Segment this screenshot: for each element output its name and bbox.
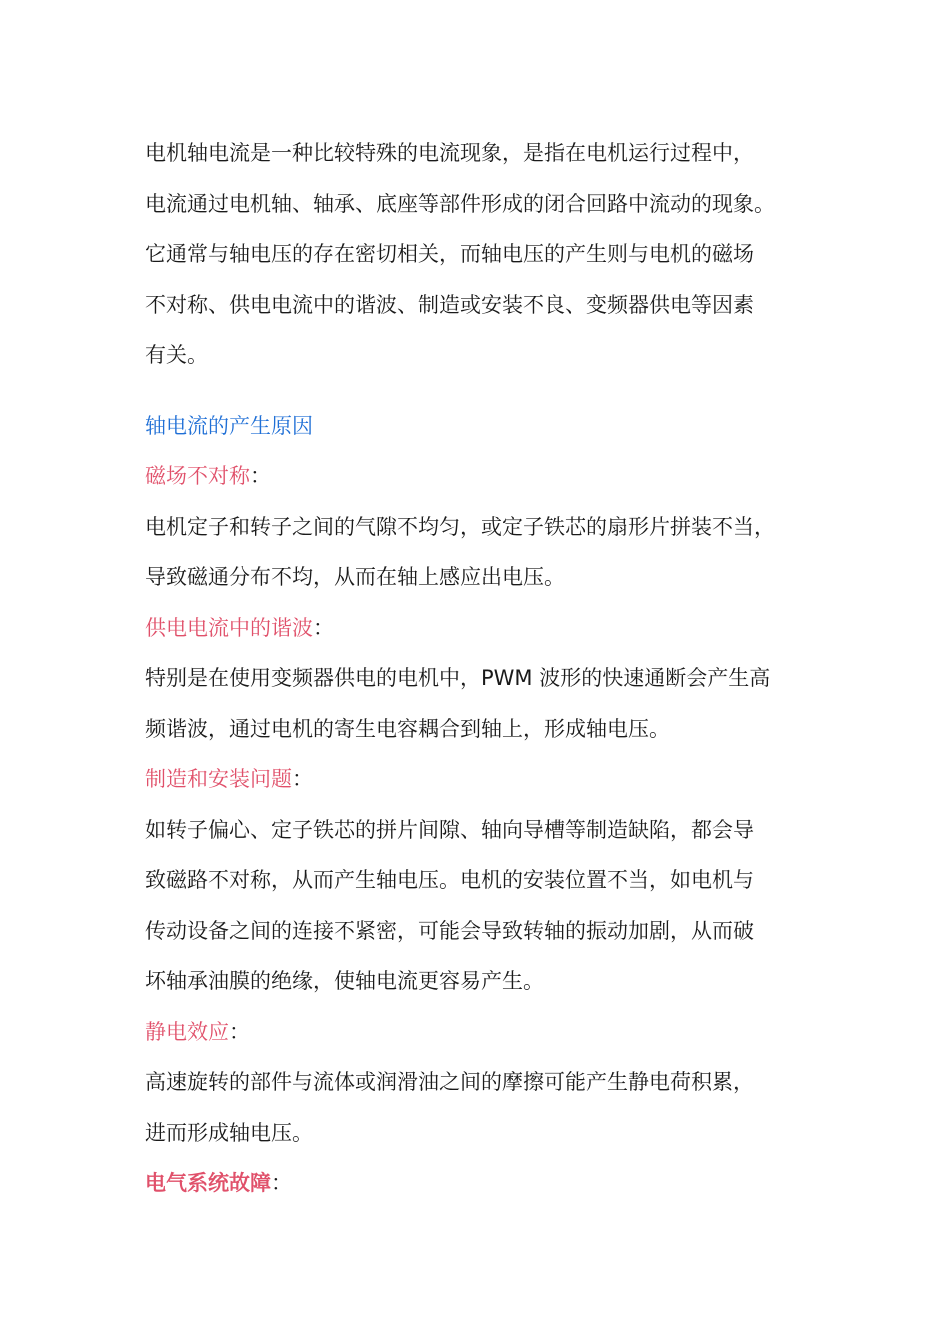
cause-heading-text: 静电效应 bbox=[145, 1019, 229, 1044]
intro-line: 有关。 bbox=[145, 343, 208, 367]
cause-heading-colon: ： bbox=[271, 1171, 292, 1195]
cause-body-line: 传动设备之间的连接不紧密，可能会导致转轴的振动加剧，从而破 bbox=[145, 918, 754, 943]
cause-heading-colon: ： bbox=[250, 464, 271, 488]
intro-line: 它通常与轴电压的存在密切相关，而轴电压的产生则与电机的磁场 bbox=[145, 242, 754, 266]
cause-body-line: 高速旋转的部件与流体或润滑油之间的摩擦可能产生静电荷积累， bbox=[145, 1070, 754, 1094]
cause-heading-text: 电气系统故障 bbox=[145, 1171, 271, 1195]
cause-body-magnetic-asymmetry bbox=[145, 502, 825, 603]
cause-heading-magnetic-asymmetry bbox=[145, 451, 825, 502]
cause-heading-text: 供电电流中的谐波 bbox=[145, 615, 313, 640]
document-page bbox=[145, 128, 825, 1209]
cause-body-static bbox=[145, 1057, 825, 1158]
cause-body-line: 特别是在使用变频器供电的电机中，PWM 波形的快速通断会产生高 bbox=[145, 666, 771, 690]
cause-heading-colon: ： bbox=[229, 1019, 250, 1044]
cause-body-line: 频谐波，通过电机的寄生电容耦合到轴上，形成轴电压。 bbox=[145, 716, 670, 741]
cause-body-line: 如转子偏心、定子铁芯的拼片间隙、轴向导槽等制造缺陷，都会导 bbox=[145, 817, 754, 842]
cause-body-line: 进而形成轴电压。 bbox=[145, 1120, 313, 1145]
cause-body-line: 坏轴承油膜的绝缘，使轴电流更容易产生。 bbox=[145, 969, 544, 993]
section-title: 轴电流的产生原因 bbox=[145, 413, 313, 438]
cause-heading-harmonics bbox=[145, 603, 825, 654]
cause-body-line: 致磁路不对称，从而产生轴电压。电机的安装位置不当，如电机与 bbox=[145, 868, 754, 892]
cause-heading-manufacturing bbox=[145, 754, 825, 805]
intro-paragraph bbox=[145, 128, 825, 381]
cause-heading-colon: ： bbox=[313, 615, 334, 640]
intro-line: 不对称、供电电流中的谐波、制造或安装不良、变频器供电等因素 bbox=[145, 292, 754, 317]
cause-heading-colon: ： bbox=[292, 767, 313, 791]
cause-heading-text: 制造和安装问题 bbox=[145, 767, 292, 791]
cause-heading-static bbox=[145, 1007, 825, 1058]
cause-body-line: 电机定子和转子之间的气隙不均匀，或定子铁芯的扇形片拼装不当， bbox=[145, 514, 775, 539]
cause-body-manufacturing bbox=[145, 805, 825, 1007]
intro-line: 电流通过电机轴、轴承、底座等部件形成的闭合回路中流动的现象。 bbox=[145, 191, 775, 216]
cause-heading-text: 磁场不对称 bbox=[145, 464, 250, 488]
intro-line: 电机轴电流是一种比较特殊的电流现象，是指在电机运行过程中， bbox=[145, 141, 754, 165]
cause-body-harmonics bbox=[145, 653, 825, 754]
cause-body-line: 导致磁通分布不均，从而在轴上感应出电压。 bbox=[145, 565, 565, 589]
cause-heading-electrical-fault bbox=[145, 1158, 825, 1209]
